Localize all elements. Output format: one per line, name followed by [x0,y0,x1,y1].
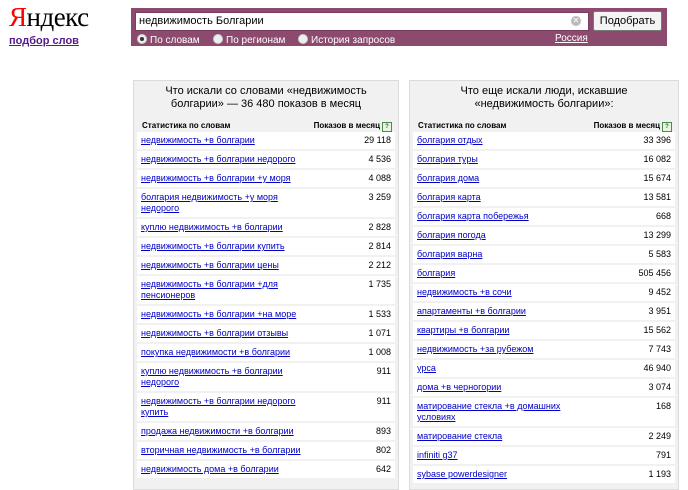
table-row [137,325,395,342]
phrase-link[interactable]: болгария варна [417,249,483,259]
left-panel [133,80,399,490]
region-link[interactable]: Россия [555,33,588,44]
table-row [413,398,675,426]
phrase-link[interactable]: болгария карта побережья [417,211,529,221]
phrase-link[interactable]: болгария отдых [417,135,483,145]
phrase-link[interactable]: недвижимость дома +в болгарии [141,464,279,474]
impressions-count: 791 [655,450,671,460]
impressions-count: 893 [375,426,391,436]
radio-checked-icon [137,34,147,44]
help-icon[interactable]: ? [662,122,672,132]
phrase-link[interactable]: апартаменты +в болгарии [417,306,526,316]
radio-icon [298,34,308,44]
impressions-count: 1 193 [648,469,671,479]
clear-icon[interactable]: ✕ [572,16,580,25]
phrase-link[interactable]: недвижимость +в болгарии недорого [141,154,296,164]
table-row [137,219,395,236]
phrase-link[interactable]: недвижимость +в болгарии недорого купить [141,396,296,417]
impressions-count: 3 074 [648,382,671,392]
table-row [137,151,395,168]
right-panel [409,80,679,490]
table-row [137,238,395,255]
impressions-count: 13 581 [643,192,671,202]
table-row [137,461,395,478]
impressions-count: 2 212 [368,260,391,270]
table-row [137,423,395,440]
impressions-count: 668 [655,211,671,221]
phrase-link[interactable]: урса [417,363,436,373]
impressions-count: 3 259 [368,192,391,202]
table-row [413,132,675,149]
impressions-count: 911 [376,366,391,376]
impressions-count: 911 [376,396,391,406]
left-col-words: Статистика по словам [142,121,231,130]
impressions-count: 7 743 [648,344,671,354]
phrase-link[interactable]: квартиры +в болгарии [417,325,510,335]
right-panel-heading: Что еще искали люди, искавшие «недвижимость болгарии»: [460,85,628,110]
phrase-link[interactable]: недвижимость +в болгарии цены [141,260,279,270]
table-row [137,363,395,391]
phrase-link[interactable]: куплю недвижимость +в болгарии [141,222,283,232]
table-row [137,306,395,323]
table-row [413,284,675,301]
impressions-count: 16 082 [643,154,671,164]
radio-icon [213,34,223,44]
table-row [413,360,675,377]
impressions-count: 1 071 [368,328,391,338]
phrase-link[interactable]: недвижимость +в болгарии +на море [141,309,297,319]
phrase-link[interactable]: sybase powerdesigner [417,469,508,479]
table-row [413,151,675,168]
table-row [413,170,675,187]
table-row [413,208,675,225]
table-row [413,303,675,320]
phrase-link[interactable]: покупка недвижимости +в болгарии [141,347,291,357]
phrase-link[interactable]: болгария недвижимость +у моря недорого [141,192,278,213]
impressions-count: 9 452 [648,287,671,297]
table-row [137,442,395,459]
impressions-count: 13 299 [643,230,671,240]
yandex-logo[interactable]: Яндекс [9,2,89,32]
impressions-count: 505 456 [638,268,671,278]
phrase-link[interactable]: недвижимость +в болгарии купить [141,241,285,251]
impressions-count: 5 583 [648,249,671,259]
impressions-count: 2 828 [368,222,391,232]
impressions-count: 1 533 [368,309,391,319]
phrase-link[interactable]: infiniti g37 [417,450,458,460]
table-row [413,246,675,263]
phrase-link[interactable]: вторичная недвижимость +в болгарии [141,445,301,455]
phrase-link[interactable]: недвижимость +в болгарии +для пенсионеров [141,279,278,300]
table-row [137,170,395,187]
impressions-count: 33 396 [643,135,671,145]
table-row [413,428,675,445]
phrase-link[interactable]: болгария дома [417,173,480,183]
table-row [413,447,675,464]
phrase-link[interactable]: болгария туры [417,154,478,164]
impressions-count: 168 [655,401,671,411]
table-row [137,189,395,217]
phrase-link[interactable]: недвижимость +в болгарии [141,135,255,145]
impressions-count: 3 951 [648,306,671,316]
submit-button[interactable]: Подобрать [593,11,662,31]
impressions-count: 2 814 [368,241,391,251]
table-row [413,379,675,396]
phrase-link[interactable]: недвижимость +в сочи [417,287,512,297]
left-col-count: Показов в месяц ? [314,121,392,132]
table-row [137,132,395,149]
right-col-count: Показов в месяц ? [594,121,672,132]
search-bar [131,8,667,46]
phrase-link[interactable]: болгария погода [417,230,486,240]
phrase-link[interactable]: дома +в черногории [417,382,502,392]
table-row [413,466,675,483]
search-input[interactable]: недвижимость Болгарии [135,12,589,31]
table-row [413,265,675,282]
table-row [413,227,675,244]
help-icon[interactable]: ? [382,122,392,132]
impressions-count: 4 536 [368,154,391,164]
phrase-link[interactable]: продажа недвижимости +в болгарии [141,426,294,436]
table-row [137,393,395,421]
wordstat-link[interactable]: подбор слов [9,35,79,47]
phrase-link[interactable]: болгария [417,268,456,278]
impressions-count: 1 735 [368,279,391,289]
phrase-link[interactable]: недвижимость +за рубежом [417,344,534,354]
impressions-count: 15 674 [643,173,671,183]
radio-by-words[interactable]: По словам [137,34,200,46]
radio-by-regions[interactable]: По регионам [213,34,285,46]
phrase-link[interactable]: матирование стекла [417,431,503,441]
impressions-count: 15 562 [643,325,671,335]
table-row [413,189,675,206]
left-panel-heading: Что искали со словами «недвижимость болгарии» — 36 480 показов в месяц [165,85,367,110]
impressions-count: 4 088 [368,173,391,183]
impressions-count: 802 [375,445,391,455]
impressions-count: 46 940 [643,363,671,373]
impressions-count: 29 118 [364,135,391,145]
phrase-link[interactable]: недвижимость +в болгарии +у моря [141,173,291,183]
impressions-count: 1 008 [368,347,391,357]
table-row [413,322,675,339]
impressions-count: 642 [375,464,391,474]
impressions-count: 2 249 [648,431,671,441]
table-row [413,341,675,358]
phrase-link[interactable]: недвижимость +в болгарии отзывы [141,328,289,338]
table-row [137,344,395,361]
radio-history[interactable]: История запросов [298,34,395,46]
phrase-link[interactable]: куплю недвижимость +в болгарии недорого [141,366,283,387]
phrase-link[interactable]: матирование стекла +в домашних условиях [417,401,561,422]
phrase-link[interactable]: болгария карта [417,192,481,202]
right-col-words: Статистика по словам [418,121,507,130]
table-row [137,276,395,304]
table-row [137,257,395,274]
